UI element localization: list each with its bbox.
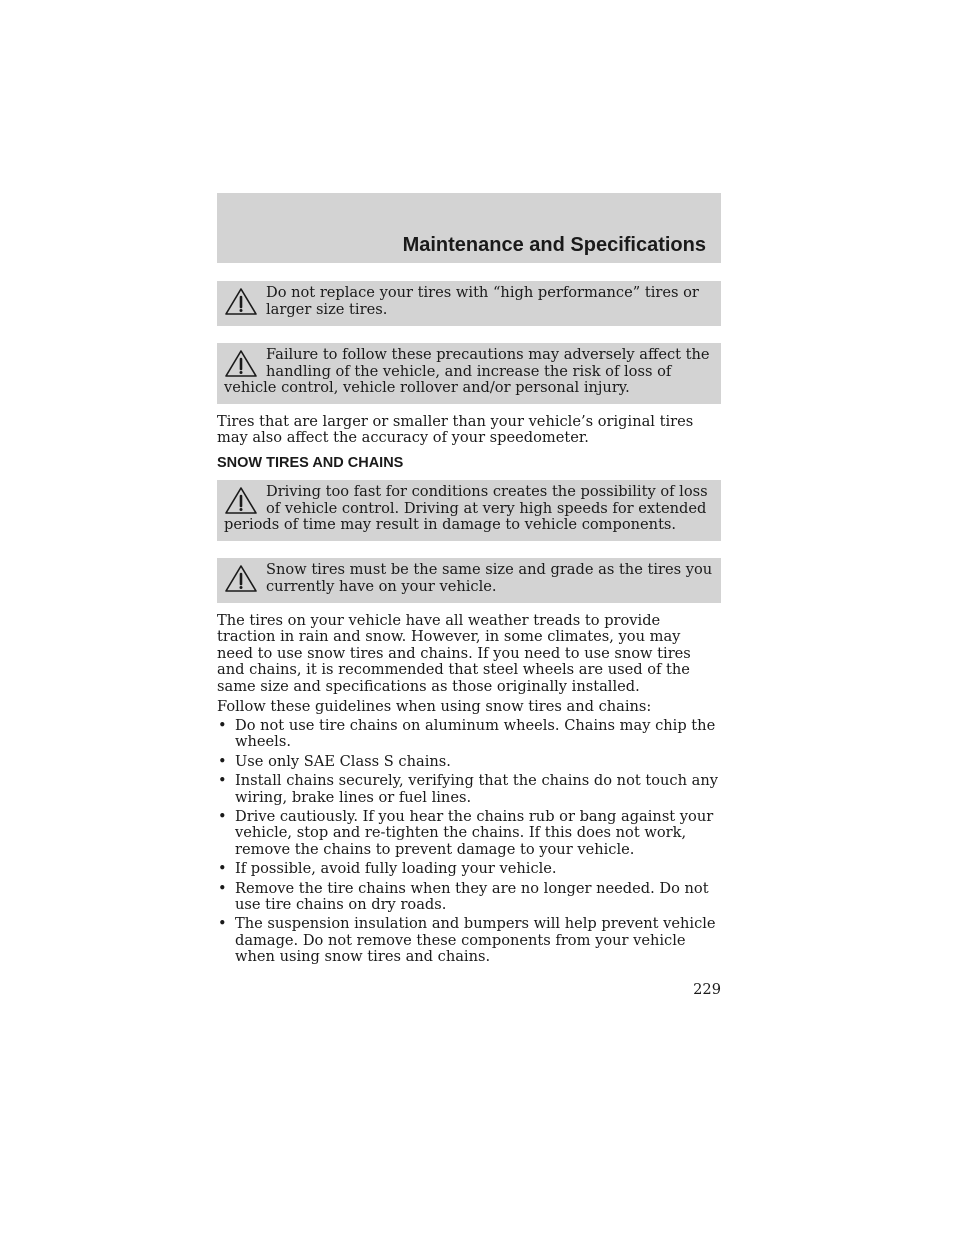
bullet-dot: • (218, 752, 227, 770)
warning-text: Driving too fast for conditions creates the possibility of loss of vehicle control. Driving at very high speeds for extended periods of time may result in damage to vehicle components. (224, 483, 708, 534)
page-title: Maintenance and Specifications (402, 234, 706, 256)
warning-triangle-icon (224, 486, 258, 516)
list-item (217, 773, 721, 806)
bullet-dot: • (218, 717, 227, 734)
warning-text: Snow tires must be the same size and grade as the tires you currently have on your vehicle. (266, 561, 713, 595)
guidelines-list (217, 718, 721, 969)
list-item (217, 718, 721, 751)
warning-text: Do not replace your tires with “high performance” tires or larger size tires. (266, 284, 699, 318)
list-item (217, 754, 721, 770)
warning-triangle-icon (224, 564, 258, 594)
list-item (217, 861, 721, 877)
list-item-text: Install chains securely, verifying that the chains do not touch any wiring, brake lines or fuel lines. (235, 772, 718, 806)
speedometer-paragraph: Tires that are larger or smaller than your vehicle’s original tires may also affect the accuracy of your speedometer. (217, 413, 694, 447)
list-item (217, 809, 721, 858)
bullet-dot: • (218, 879, 227, 897)
all-weather-paragraph: The tires on your vehicle have all weather treads to provide traction in rain and snow. However, in some climates, you may need to use snow tires and chains. If you need to use snow tires and chains, it is recommended that steel wheels are used of the same size and specifications as those originally installed. (217, 612, 691, 695)
list-item (217, 881, 721, 914)
list-item-text: Drive cautiously. If you hear the chains rub or bang against your vehicle, stop and re-tighten the chains. If this does not work, remove the chains to prevent damage to your vehicle. (235, 808, 714, 858)
list-item-text: Remove the tire chains when they are no longer needed. Do not use tire chains on dry roads. (235, 879, 709, 914)
list-item-text: If possible, avoid fully loading your vehicle. (235, 860, 557, 878)
warning-box (217, 480, 721, 541)
page-number: 229 (693, 981, 721, 998)
guidelines-intro: Follow these guidelines when using snow tires and chains: (217, 698, 652, 715)
list-item-text: Do not use tire chains on aluminum wheels. Chains may chip the wheels. (235, 717, 716, 751)
list-item-text: Use only SAE Class S chains. (235, 752, 451, 770)
warning-box (217, 281, 721, 326)
section-heading: SNOW TIRES AND CHAINS (217, 455, 404, 471)
warning-triangle-icon (224, 349, 258, 379)
bullet-dot: • (218, 772, 227, 790)
bullet-dot: • (218, 915, 227, 933)
warning-text: Failure to follow these precautions may adversely affect the handling of the vehicle, and increase the risk of loss of vehicle control, vehicle rollover and/or personal injury. (224, 346, 710, 397)
warning-box (217, 343, 721, 404)
list-item-text: The suspension insulation and bumpers will help prevent vehicle damage. Do not remove these components from your vehicle when using snow tires and chains. (235, 915, 716, 966)
list-item (217, 916, 721, 965)
bullet-dot: • (218, 860, 227, 878)
bullet-dot: • (218, 808, 227, 826)
warning-box (217, 558, 721, 603)
section-header-band (217, 193, 721, 263)
warning-triangle-icon (224, 287, 258, 317)
